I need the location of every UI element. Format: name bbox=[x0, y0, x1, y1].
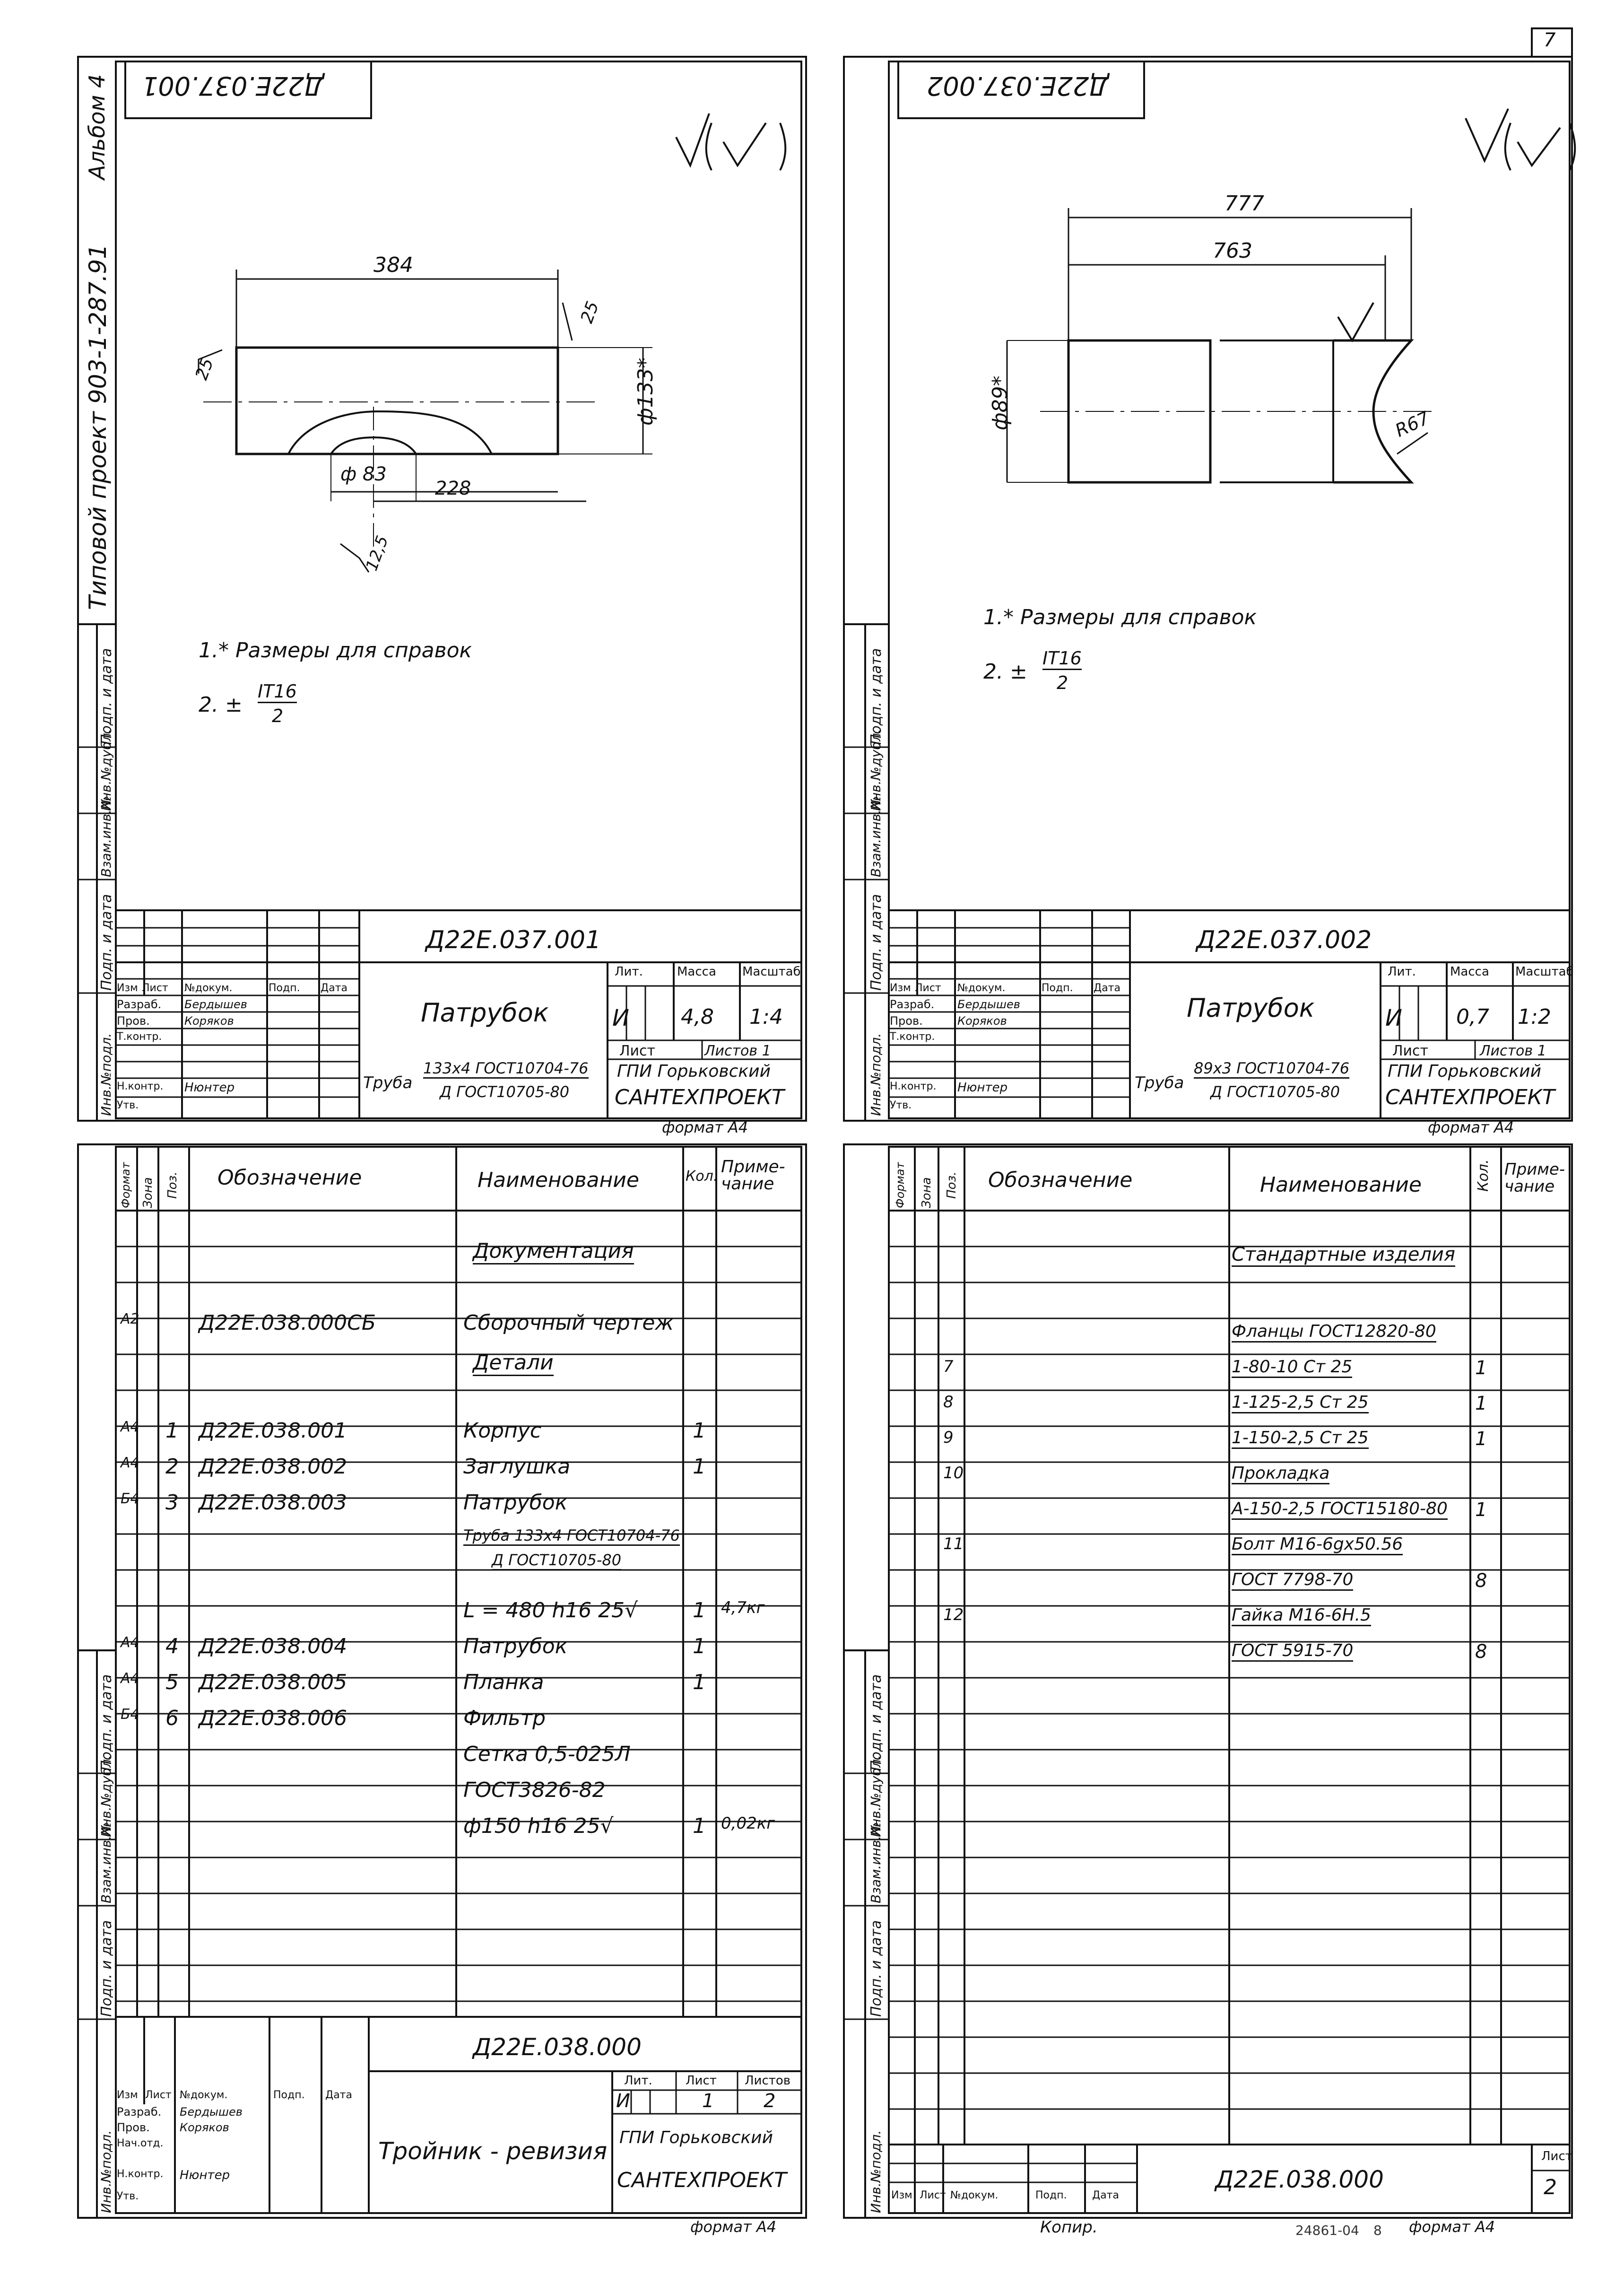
tb-podp: Подп. bbox=[1035, 2189, 1067, 2201]
col-zone: Зона bbox=[920, 1177, 934, 1208]
title-code: Д22Е.038.000 bbox=[473, 2033, 642, 2061]
tb-n-kontr-name: Нюнтер bbox=[180, 2168, 230, 2182]
margin-vzam-inv: Взам.инв.№ bbox=[98, 1822, 114, 1903]
tb-list: Лист bbox=[915, 982, 941, 994]
material-line-2: Д ГОСТ10705-80 bbox=[1210, 1083, 1340, 1101]
tb-n-kontr: Н.контр. bbox=[117, 1081, 164, 1092]
assembly-name: Тройник - ревизия bbox=[378, 2137, 608, 2165]
sheets-count: Листов 1 bbox=[1480, 1043, 1546, 1059]
margin-podp-data: Подп. и дата bbox=[868, 648, 885, 745]
col-designation: Обозначение bbox=[988, 1168, 1133, 1192]
spec1-cell-name: Заглушка bbox=[463, 1455, 571, 1479]
spec1-cell-name: L = 480 h16 25√ bbox=[463, 1598, 638, 1622]
margin-inv-podl: Инв.№подл. bbox=[868, 1033, 884, 1116]
margin-podp-data: Подп. и дата bbox=[868, 1674, 885, 1771]
tb-nach-otd: Нач.отд. bbox=[117, 2137, 164, 2149]
col-name: Наименование bbox=[1260, 1173, 1422, 1197]
format-label: формат А4 bbox=[1428, 1118, 1514, 1136]
margin-podp-data-2: Подп. и дата bbox=[868, 894, 885, 991]
spec2-cell-name: 1-80-10 Ст 25 bbox=[1232, 1357, 1352, 1378]
org-line-2: САНТЕХПРОЕКТ bbox=[1385, 1085, 1555, 1109]
tb-n-kontr: Н.контр. bbox=[117, 2168, 164, 2180]
note-tolerance-num: IT16 bbox=[258, 681, 297, 703]
drawing-pipe-1 bbox=[199, 113, 785, 572]
tb-n-kontr-name: Нюнтер bbox=[957, 1081, 1008, 1095]
margin-inv-dubl: Инв.№дубл. bbox=[98, 1755, 114, 1837]
tb-masshtab: Масштаб bbox=[1515, 965, 1574, 979]
spec1-cell-format: Б4 bbox=[121, 1491, 139, 1507]
part-name: Патрубок bbox=[421, 998, 549, 1028]
material-line-1: 89х3 ГОСТ10704-76 bbox=[1194, 1059, 1349, 1079]
lit-value: И bbox=[612, 1005, 629, 1031]
tb-prov: Пров. bbox=[117, 1014, 150, 1028]
tb-podp: Подп. bbox=[273, 2089, 305, 2101]
spec1-cell-designation: Д22Е.038.004 bbox=[199, 1634, 347, 1658]
margin-vzam-inv: Взам.инв.№ bbox=[868, 1822, 884, 1903]
tb-prov-name: Коряков bbox=[184, 1014, 234, 1028]
org-line-1: ГПИ Горьковский bbox=[617, 1062, 771, 1081]
stamp-bottom-sheet: 8 bbox=[1373, 2223, 1382, 2238]
tb-ndokum: №докум. bbox=[180, 2089, 228, 2101]
tb-razrab: Разраб. bbox=[117, 998, 162, 1011]
spec2-cell-name: А-150-2,5 ГОСТ15180-80 bbox=[1232, 1499, 1448, 1520]
note-tolerance-num: IT16 bbox=[1042, 648, 1082, 670]
margin-inv-dubl: Инв.№дубл. bbox=[868, 1755, 884, 1837]
spec1-cell-pos: 6 bbox=[165, 1706, 179, 1730]
material-line-1: 133х4 ГОСТ10704-76 bbox=[423, 1059, 589, 1079]
spec1-cell-format: А4 bbox=[121, 1455, 139, 1471]
spec1-cell-name: Патрубок bbox=[463, 1634, 568, 1658]
col-qty: Кол. bbox=[686, 1168, 718, 1185]
tb-izm: Изм bbox=[890, 982, 911, 994]
tb-t-kontr: Т.контр. bbox=[117, 1031, 162, 1043]
col-format: Формат bbox=[119, 1162, 132, 1208]
note-tolerance-den: 2 bbox=[272, 706, 284, 726]
drawing-pipe-2 bbox=[1007, 109, 1575, 482]
format-label: формат А4 bbox=[1409, 2218, 1495, 2236]
tb-razrab: Разраб. bbox=[117, 2105, 162, 2119]
spec1-cell-qty: 1 bbox=[693, 1455, 706, 1479]
dim-length: 384 bbox=[373, 253, 413, 277]
part-name: Патрубок bbox=[1187, 993, 1315, 1023]
spec1-cell-designation: Д22Е.038.005 bbox=[199, 1670, 347, 1694]
spec1-cell-name: Труба 133х4 ГОСТ10704-76 bbox=[463, 1526, 680, 1546]
spec2-cell-name: Прокладка bbox=[1232, 1464, 1329, 1484]
spec2-cell-name: 1-150-2,5 Ст 25 bbox=[1232, 1428, 1369, 1449]
spec2-cell-pos: 9 bbox=[943, 1428, 954, 1447]
tb-sheet-label: Лист bbox=[1392, 1043, 1429, 1059]
spec1-cell-pos: 1 bbox=[165, 1419, 179, 1443]
spec2-cell-name: ГОСТ 5915-70 bbox=[1232, 1641, 1353, 1662]
lit-value: И bbox=[1385, 1005, 1402, 1031]
tb-data: Дата bbox=[321, 982, 347, 994]
spec2-cell-name: Болт М16-6gх50.56 bbox=[1232, 1534, 1403, 1555]
tb-list: Лист bbox=[145, 2089, 172, 2101]
sheets-count: Листов 1 bbox=[704, 1043, 771, 1059]
tb-izm: Изм bbox=[117, 2089, 138, 2101]
org-line-2: САНТЕХПРОЕКТ bbox=[617, 2168, 787, 2192]
col-qty: Кол. bbox=[1475, 1159, 1492, 1192]
lit-value: И bbox=[616, 2090, 630, 2112]
tb-data: Дата bbox=[325, 2089, 352, 2101]
tb-razrab-name: Бердышев bbox=[184, 998, 247, 1011]
album-label: Альбом 4 bbox=[84, 74, 110, 180]
spec1-cell-designation: Д22Е.038.001 bbox=[199, 1419, 347, 1443]
tb-podp: Подп. bbox=[269, 982, 300, 994]
spec1-cell-format: А4 bbox=[121, 1634, 139, 1651]
col-zone: Зона bbox=[141, 1177, 155, 1208]
spec1-cell-format: А4 bbox=[121, 1419, 139, 1435]
spec1-cell-name: Фильтр bbox=[463, 1706, 546, 1730]
tb-list: Лист bbox=[142, 982, 168, 994]
org-line-2: САНТЕХПРОЕКТ bbox=[615, 1085, 784, 1109]
stamp-bottom: 24861-04 bbox=[1295, 2223, 1359, 2238]
spec1-cell-designation: Д22Е.038.002 bbox=[199, 1455, 347, 1479]
dim-l1: 777 bbox=[1225, 192, 1264, 216]
tb-masshtab: Масштаб bbox=[742, 965, 801, 979]
tb-izm: Изм bbox=[891, 2189, 912, 2201]
spec1-cell-designation: Д22Е.038.000СБ bbox=[199, 1311, 376, 1335]
dim-hole: ф 83 bbox=[340, 463, 387, 485]
tb-n-kontr: Н.контр. bbox=[890, 1081, 937, 1092]
spec2-cell-qty: 8 bbox=[1475, 1570, 1487, 1592]
title-code: Д22Е.037.002 bbox=[1196, 926, 1372, 954]
tb-massa: Масса bbox=[677, 965, 716, 979]
spec2-cell-name: ГОСТ 7798-70 bbox=[1232, 1570, 1353, 1591]
format-label: формат А4 bbox=[690, 2218, 777, 2236]
margin-podp-data-2: Подп. и дата bbox=[98, 1920, 115, 2017]
dim-diameter: ф133* bbox=[634, 357, 658, 426]
margin-inv-podl: Инв.№подл. bbox=[98, 1033, 114, 1116]
tb-razrab-name: Бердышев bbox=[180, 2105, 243, 2119]
col-pos: Поз. bbox=[945, 1171, 959, 1199]
tb-n-kontr-name: Нюнтер bbox=[184, 1081, 235, 1095]
spec1-cell-name: Документация bbox=[473, 1239, 634, 1264]
listov-value: 2 bbox=[764, 2090, 776, 2112]
spec1-cell-qty: 1 bbox=[693, 1814, 706, 1838]
tb-listov: Листов bbox=[745, 2074, 791, 2088]
org-line-1: ГПИ Горьковский bbox=[619, 2128, 773, 2147]
margin-inv-podl: Инв.№подл. bbox=[98, 2130, 114, 2213]
spec1-cell-qty: 1 bbox=[693, 1419, 706, 1443]
spec2-cell-qty: 1 bbox=[1475, 1428, 1487, 1450]
spec1-cell-format: Б4 bbox=[121, 1706, 139, 1723]
mass-value: 4,8 bbox=[681, 1005, 714, 1029]
margin-podp-data-2: Подп. и дата bbox=[98, 894, 115, 991]
tb-data: Дата bbox=[1092, 2189, 1119, 2201]
sheet-number: 7 bbox=[1544, 29, 1556, 51]
dim-diameter: ф89* bbox=[988, 375, 1012, 430]
margin-inv-podl: Инв.№подл. bbox=[868, 2130, 884, 2213]
tb-razrab-name: Бердышев bbox=[957, 998, 1020, 1011]
material-prefix: Труба bbox=[1135, 1073, 1184, 1092]
tb-prov-name: Коряков bbox=[180, 2121, 229, 2134]
spec2-cell-name: Фланцы ГОСТ12820-80 bbox=[1232, 1322, 1436, 1343]
format-label: формат А4 bbox=[662, 1118, 748, 1136]
spec2-cell-qty: 1 bbox=[1475, 1393, 1487, 1414]
spec1-cell-name: ГОСТ3826-82 bbox=[463, 1778, 606, 1802]
note-reference-dims: 1.* Размеры для справок bbox=[199, 638, 472, 663]
tb-utv: Утв. bbox=[117, 1099, 139, 1111]
margin-podp-data: Подп. и дата bbox=[98, 648, 115, 745]
top-code-upside-down: Д22Е.037.001 bbox=[142, 71, 324, 101]
spec1-cell-pos: 3 bbox=[165, 1491, 179, 1515]
spec1-cell-name: Корпус bbox=[463, 1419, 542, 1443]
sheet-value: 2 bbox=[1544, 2175, 1557, 2199]
spec1-cell-pos: 5 bbox=[165, 1670, 179, 1694]
dim-offset: 228 bbox=[435, 478, 471, 499]
spec1-cell-qty: 1 bbox=[693, 1634, 706, 1658]
title-code: Д22Е.037.001 bbox=[426, 926, 601, 954]
dim-roughness-3: 12,5 bbox=[362, 533, 392, 574]
margin-podp-data: Подп. и дата bbox=[98, 1674, 115, 1771]
dim-roughness-2: 25 bbox=[191, 355, 218, 383]
tb-list: Лист bbox=[920, 2189, 946, 2201]
tb-prov: Пров. bbox=[890, 1014, 923, 1028]
sheet-label: Лист bbox=[1541, 2149, 1572, 2163]
tb-data: Дата bbox=[1094, 982, 1120, 994]
spec2-cell-pos: 11 bbox=[943, 1534, 964, 1553]
tb-utv: Утв. bbox=[117, 2190, 139, 2202]
spec2-cell-name: Гайка М16-6Н.5 bbox=[1232, 1605, 1371, 1626]
margin-inv-dubl: Инв.№дубл. bbox=[868, 729, 884, 811]
spec1-cell-name: Сборочный чертеж bbox=[463, 1311, 674, 1335]
spec2-cell-qty: 1 bbox=[1475, 1499, 1487, 1521]
spec1-cell-format: А4 bbox=[121, 1670, 139, 1687]
spec1-cell-note: 0,02кг bbox=[721, 1814, 775, 1833]
col-note: Приме-чание bbox=[721, 1157, 785, 1194]
tb-ndokum: №докум. bbox=[950, 2189, 999, 2201]
spec1-cell-pos: 2 bbox=[165, 1455, 179, 1479]
spec2-cell-name: Стандартные изделия bbox=[1232, 1244, 1455, 1267]
spec2-cell-pos: 10 bbox=[943, 1464, 964, 1482]
margin-inv-dubl: Инв.№дубл. bbox=[98, 729, 114, 811]
tb-utv: Утв. bbox=[890, 1099, 912, 1111]
project-label: Типовой проект 903-1-287.91 bbox=[84, 244, 112, 610]
margin-vzam-inv: Взам.инв.№ bbox=[98, 795, 114, 877]
spec1-cell-name: Д ГОСТ10705-80 bbox=[492, 1551, 621, 1570]
margin-vzam-inv: Взам.инв.№ bbox=[868, 795, 884, 877]
col-format: Формат bbox=[894, 1162, 907, 1208]
spec1-cell-format: А2 bbox=[121, 1311, 139, 1327]
material-prefix: Труба bbox=[363, 1073, 413, 1092]
margin-podp-data-2: Подп. и дата bbox=[868, 1920, 885, 2017]
spec1-cell-qty: 1 bbox=[693, 1670, 706, 1694]
spec1-cell-name: Планка bbox=[463, 1670, 544, 1694]
tb-ndokum: №докум. bbox=[184, 982, 233, 994]
col-pos: Поз. bbox=[165, 1171, 180, 1199]
spec2-cell-name: 1-125-2,5 Ст 25 bbox=[1232, 1393, 1369, 1413]
spec2-cell-pos: 8 bbox=[943, 1393, 954, 1412]
spec1-cell-name: Детали bbox=[473, 1351, 554, 1376]
col-designation: Обозначение bbox=[217, 1166, 362, 1190]
copy-label: Копир. bbox=[1040, 2218, 1098, 2237]
spec2-cell-qty: 1 bbox=[1475, 1357, 1487, 1379]
spec2-cell-pos: 7 bbox=[943, 1357, 954, 1376]
tb-lit: Лит. bbox=[1388, 965, 1416, 979]
tb-sheet-label: Лист bbox=[619, 1043, 656, 1059]
dim-roughness-1: 25 bbox=[577, 298, 603, 326]
tb-ndokum: №докум. bbox=[957, 982, 1006, 994]
tb-massa: Масса bbox=[1450, 965, 1489, 979]
note-tolerance-prefix: 2. ± bbox=[199, 693, 243, 717]
spec1-cell-name: Патрубок bbox=[463, 1491, 568, 1515]
dim-l2: 763 bbox=[1213, 239, 1252, 263]
tb-lit: Лит. bbox=[624, 2074, 652, 2088]
material-line-2: Д ГОСТ10705-80 bbox=[440, 1083, 570, 1101]
note-reference-dims: 1.* Размеры для справок bbox=[983, 605, 1257, 629]
scale-value: 1:2 bbox=[1518, 1005, 1551, 1029]
tb-t-kontr: Т.контр. bbox=[890, 1031, 935, 1043]
spec2-cell-pos: 12 bbox=[943, 1605, 964, 1624]
tb-prov-name: Коряков bbox=[957, 1014, 1007, 1028]
tb-lit: Лит. bbox=[615, 965, 643, 979]
spec1-cell-note: 4,7кг bbox=[721, 1598, 765, 1617]
mass-value: 0,7 bbox=[1456, 1005, 1489, 1029]
col-name: Наименование bbox=[478, 1168, 639, 1192]
tb-list: Лист bbox=[686, 2074, 717, 2088]
note-tolerance-den: 2 bbox=[1057, 672, 1068, 693]
col-note: Приме-чание bbox=[1504, 1160, 1565, 1196]
tb-izm: Изм bbox=[117, 982, 138, 994]
tb-prov: Пров. bbox=[117, 2121, 150, 2134]
tb-razrab: Разраб. bbox=[890, 998, 935, 1011]
spec1-cell-qty: 1 bbox=[693, 1598, 706, 1622]
list-value: 1 bbox=[702, 2090, 714, 2112]
spec1-cell-name: ф150 h16 25√ bbox=[463, 1814, 614, 1838]
spec1-cell-designation: Д22Е.038.003 bbox=[199, 1491, 347, 1515]
tb-podp: Подп. bbox=[1042, 982, 1073, 994]
spec1-cell-pos: 4 bbox=[165, 1634, 179, 1658]
spec2-cell-qty: 8 bbox=[1475, 1641, 1487, 1663]
title-code: Д22Е.038.000 bbox=[1215, 2166, 1384, 2193]
dim-radius: R67 bbox=[1392, 407, 1433, 441]
scale-value: 1:4 bbox=[749, 1005, 783, 1029]
top-code-upside-down: Д22Е.037.002 bbox=[927, 71, 1109, 101]
org-line-1: ГПИ Горьковский bbox=[1388, 1062, 1541, 1081]
spec1-cell-name: Сетка 0,5-025Л bbox=[463, 1742, 631, 1766]
spec1-cell-designation: Д22Е.038.006 bbox=[199, 1706, 347, 1730]
note-tolerance-prefix: 2. ± bbox=[983, 660, 1027, 684]
